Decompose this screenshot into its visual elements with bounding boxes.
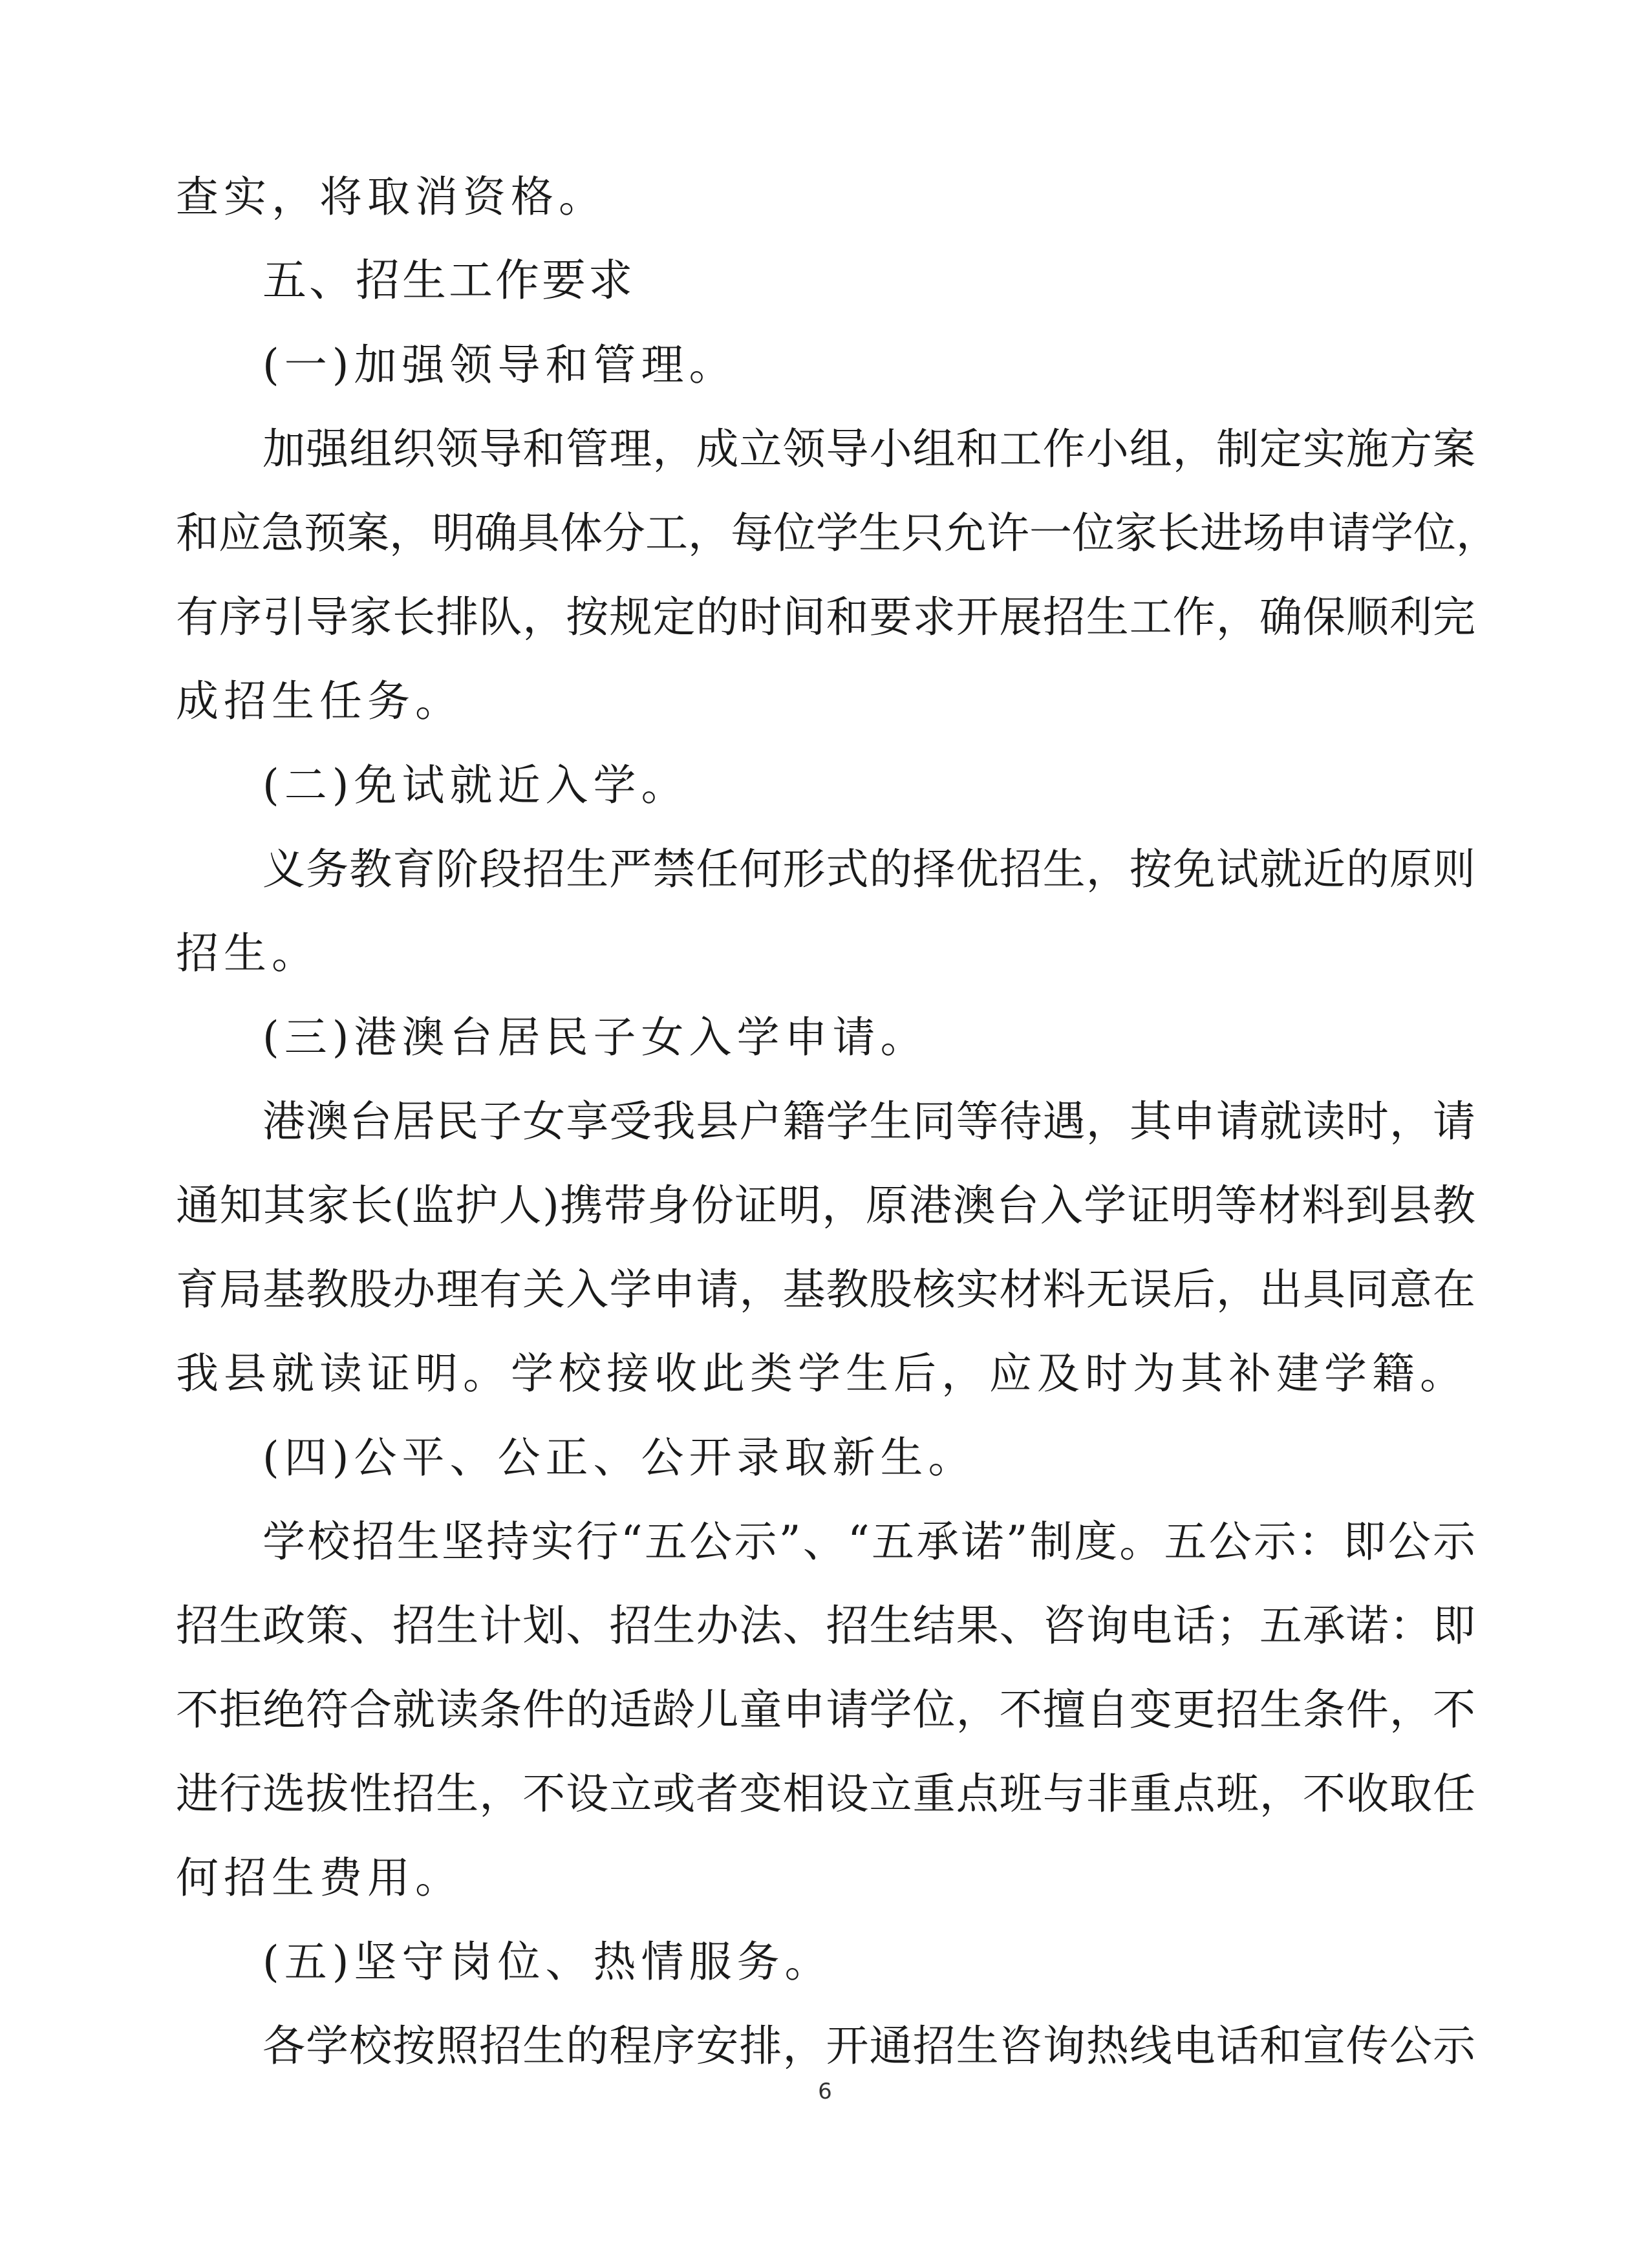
text-line: 查实，将取消资格。 xyxy=(176,172,606,222)
text-line: 加强组织领导和管理，成立领导小组和工作小组，制定实施方案 xyxy=(262,424,1475,474)
section-heading: 五、招生工作要求 xyxy=(262,255,636,306)
text-line: 各学校按照招生的程序安排，开通招生咨询热线电话和宣传公示 xyxy=(262,2021,1475,2071)
subsection-heading: (三)港澳台居民子女入学申请。 xyxy=(262,1012,928,1062)
subsection-heading: (五)坚守岗位、热情服务。 xyxy=(262,1937,833,1987)
text-line: 育局基教股办理有关入学申请，基教股核实材料无误后，出具同意在 xyxy=(176,1265,1475,1314)
text-line: 有序引导家长排队，按规定的时间和要求开展招生工作，确保顺利完 xyxy=(176,592,1475,642)
subsection-heading: (一)加强领导和管理。 xyxy=(262,340,737,390)
text-line: 通知其家长(监护人)携带身份证明，原港澳台入学证明等材料到县教 xyxy=(176,1181,1475,1230)
text-line: 何招生费用。 xyxy=(176,1853,463,1903)
body-text xyxy=(176,155,1499,2088)
text-line: 进行选拔性招生，不设立或者变相设立重点班与非重点班，不收取任 xyxy=(176,1769,1475,1819)
text-line: 我县就读证明。学校接收此类学生后，应及时为其补建学籍。 xyxy=(176,1349,1468,1398)
text-line: 招生。 xyxy=(176,928,319,978)
text-line: 和应急预案，明确具体分工，每位学生只允许一位家长进场申请学位， xyxy=(176,508,1499,558)
text-line: 学校招生坚持实行“五公示”、“五承诺”制度。五公示：即公示 xyxy=(262,1517,1475,1567)
subsection-heading: (四)公平、公正、公开录取新生。 xyxy=(262,1433,976,1482)
text-line: 不拒绝符合就读条件的适龄儿童申请学位，不擅自变更招生条件，不 xyxy=(176,1685,1475,1735)
text-line: 招生政策、招生计划、招生办法、招生结果、咨询电话；五承诺：即 xyxy=(176,1601,1475,1651)
text-line: 港澳台居民子女享受我县户籍学生同等待遇，其申请就读时，请 xyxy=(262,1097,1475,1146)
text-line: 成招生任务。 xyxy=(176,676,463,726)
page-number: 6 xyxy=(818,2079,832,2104)
text-line: 义务教育阶段招生严禁任何形式的择优招生，按免试就近的原则 xyxy=(262,844,1475,894)
subsection-heading: (二)免试就近入学。 xyxy=(262,760,689,810)
